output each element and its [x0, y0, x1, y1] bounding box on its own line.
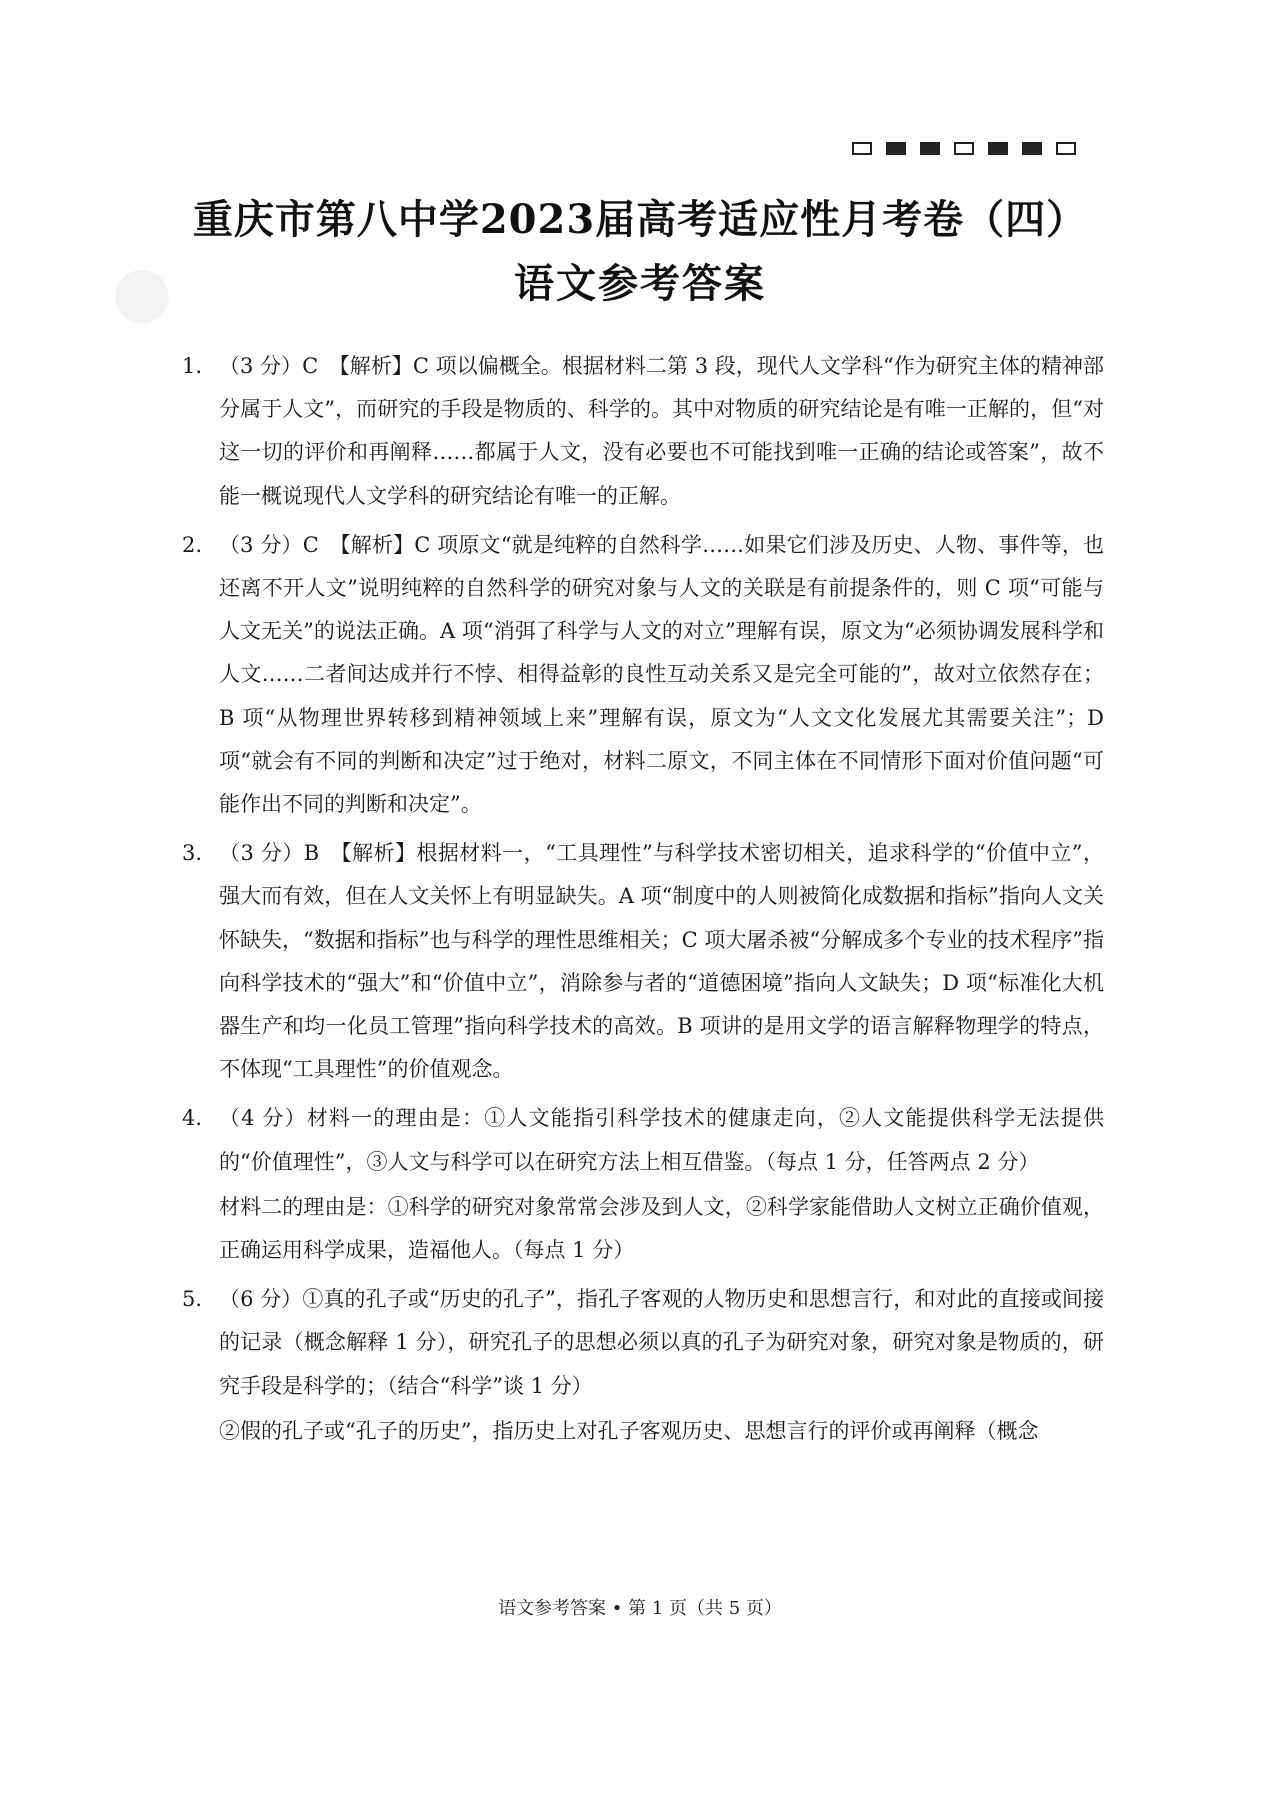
- watermark: ●: [100, 243, 181, 339]
- answer-text-continued: ②假的孔子或“孔子的历史”，指历史上对孔子客观历史、思想言行的评价或再阐释（概念: [219, 1418, 1039, 1443]
- answer-text: （6 分）①真的孔子或“历史的孔子”，指孔子客观的人物历史和思想言行，和对此的直接或间接的记录（概念解释 1 分），研究孔子的思想必须以真的孔子为研究对象，研究对象是物质的，研究手段是科学的；（结合“科学”谈 1 分）: [219, 1287, 1104, 1398]
- answer-text-continued: 材料二的理由是：①科学的研究对象常常会涉及到人文，②科学家能借助人文树立正确价值观，正确运用科学成果，造福他人。（每点 1 分）: [219, 1194, 1104, 1263]
- filled-square-icon: [920, 142, 940, 155]
- answer-item-2: [182, 524, 1104, 826]
- answer-list: [182, 345, 1104, 1459]
- answer-item-4: [182, 1097, 1104, 1272]
- answer-item-3: [182, 832, 1104, 1091]
- answer-number: 3.: [182, 841, 203, 866]
- answer-number: 2.: [182, 532, 203, 557]
- code-squares: [852, 142, 1076, 155]
- answer-text: （3 分）B 【解析】根据材料一，“工具理性”与科学技术密切相关，追求科学的“价值中立”，强大而有效，但在人文关怀上有明显缺失。A 项“制度中的人则被简化成数据和指标”指向人文关怀缺失，“数据和指标”也与科学的理性思维相关；C 项大屠杀被“分解成多个专业的技术程序”指向科学技术的“强大”和“价值中立”，消除参与者的“道德困境”指向人文缺失；D 项“标准化大机器生产和均一化员工管理”指向科学技术的高效。B 项讲的是用文学的语言解释物理学的特点，不体现“工具理性”的价值观念。: [219, 841, 1104, 1082]
- empty-square-icon: [852, 142, 872, 155]
- answer-text: （3 分）C 【解析】C 项原文“就是纯粹的自然科学……如果它们涉及历史、人物、事件等，也还离不开人文”说明纯粹的自然科学的研究对象与人文的关联是有前提条件的，则 C 项“可能与人文无关”的说法正确。A 项“消弭了科学与人文的对立”理解有误，原文为“必须协调发展科学和人文……二者间达成并行不悖、相得益彰的良性互动关系又是完全可能的”，故对立依然存在；B 项“从物理世界转移到精神领域上来”理解有误，原文为“人文文化发展尤其需要关注”；D 项“就会有不同的判断和决定”过于绝对，材料二原文，不同主体在不同情形下面对价值问题“可能作出不同的判断和决定”。: [219, 532, 1104, 817]
- answer-text: （3 分）C 【解析】C 项以偏概全。根据材料二第 3 段，现代人文学科“作为研究主体的精神部分属于人文”，而研究的手段是物质的、科学的。其中对物质的研究结论是有唯一正解的，但“对这一切的评价和再阐释……都属于人文，没有必要也不可能找到唯一正确的结论或答案”，故不能一概说现代人文学科的研究结论有唯一的正解。: [219, 354, 1104, 508]
- answer-number: 5.: [182, 1287, 203, 1312]
- answer-text: （4 分）材料一的理由是：①人文能指引科学技术的健康走向，②人文能提供科学无法提供的“价值理性”，③人文与科学可以在研究方法上相互借鉴。（每点 1 分，任答两点 2 分）: [219, 1106, 1104, 1174]
- page-footer: 语文参考答案 • 第 1 页（共 5 页）: [498, 1598, 782, 1619]
- empty-square-icon: [1056, 142, 1076, 155]
- empty-square-icon: [954, 142, 974, 155]
- answer-number: 1.: [182, 354, 203, 378]
- document-subtitle: 语文参考答案: [514, 260, 766, 307]
- answer-item-1: [182, 345, 1104, 518]
- answer-number: 4.: [182, 1106, 203, 1131]
- filled-square-icon: [988, 142, 1008, 155]
- answer-item-5: [182, 1278, 1104, 1453]
- document-title: 重庆市第八中学2023届高考适应性月考卷（四）: [192, 196, 1088, 243]
- filled-square-icon: [886, 142, 906, 155]
- filled-square-icon: [1022, 142, 1042, 155]
